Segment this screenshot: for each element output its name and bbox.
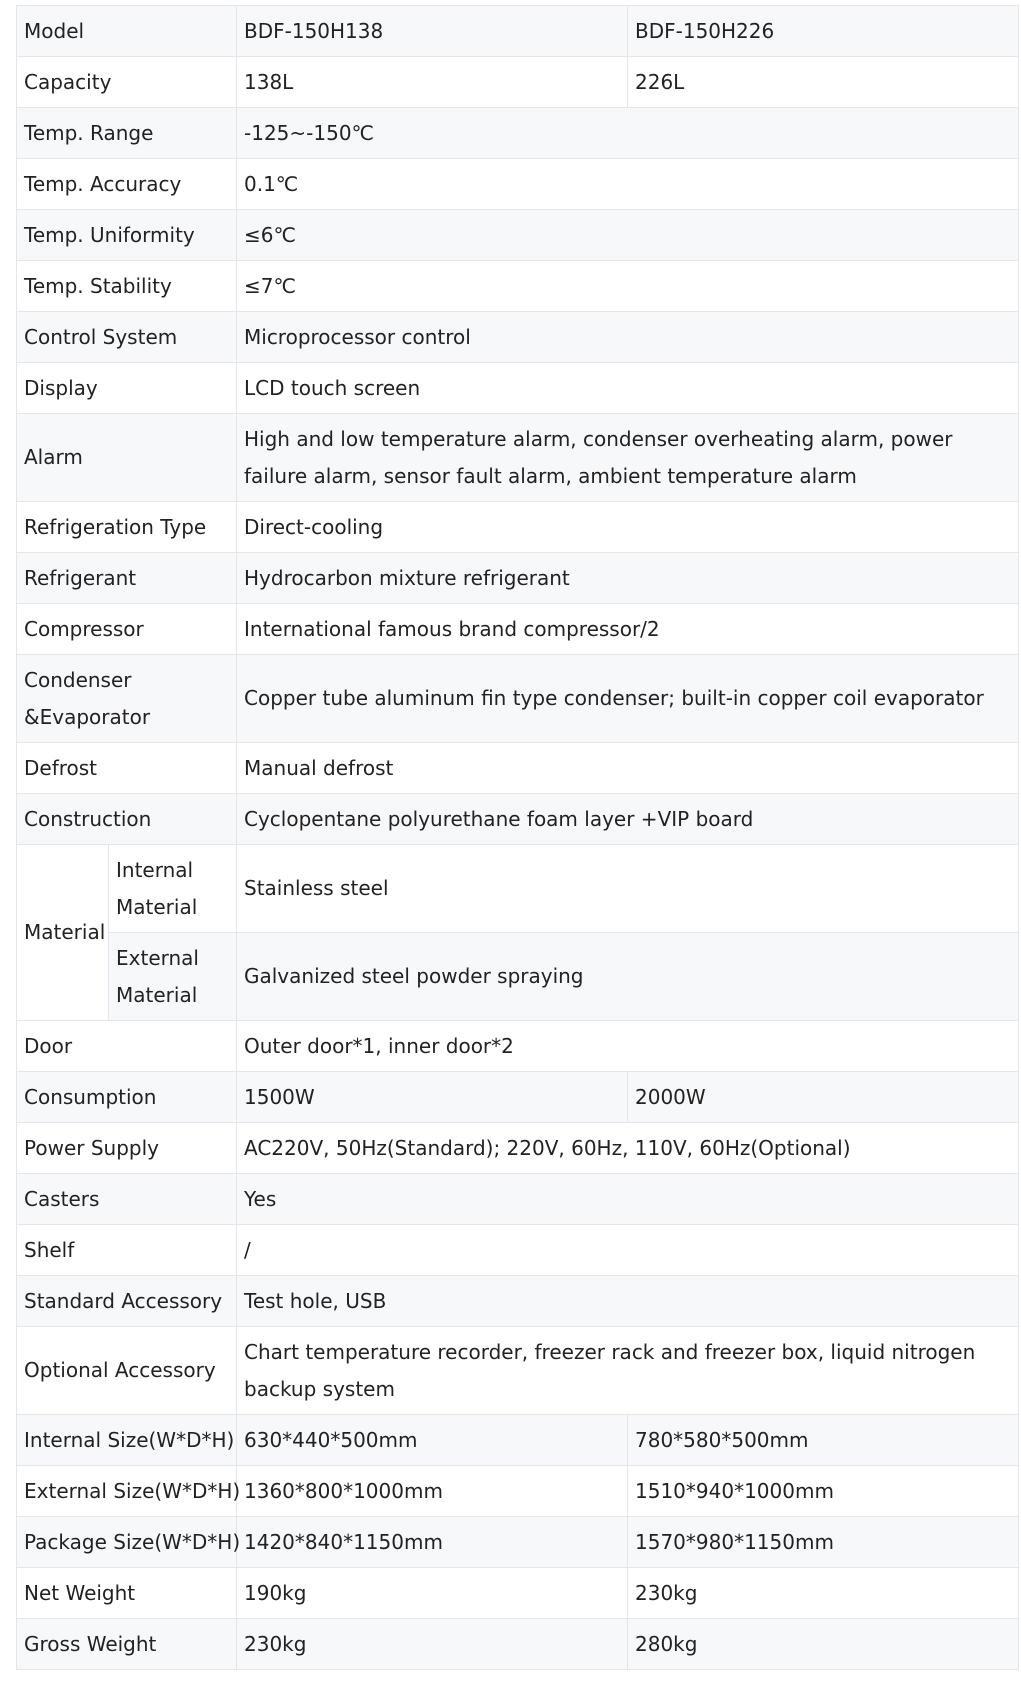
- table-row-standard-accessory: [17, 1276, 1019, 1327]
- table-row-door: [17, 1021, 1019, 1072]
- table-row-temp-uniformity: [17, 210, 1019, 261]
- net-weight-value-2: 230kg: [628, 1568, 1019, 1619]
- model-value-2: BDF-150H226: [628, 6, 1019, 57]
- table-row-display: [17, 363, 1019, 414]
- table-row-package-size: [17, 1517, 1019, 1568]
- table-row-internal-size: [17, 1415, 1019, 1466]
- table-row-refrigerant: [17, 553, 1019, 604]
- row-value: Direct-cooling: [237, 502, 1019, 553]
- row-value: Chart temperature recorder, freezer rack and freezer box, liquid nitrogen backup system: [237, 1327, 1019, 1415]
- row-label: Power Supply: [17, 1123, 237, 1174]
- row-label: Gross Weight: [17, 1619, 237, 1670]
- table-row-power-supply: [17, 1123, 1019, 1174]
- row-value: Yes: [237, 1174, 1019, 1225]
- internal-size-value-2: 780*580*500mm: [628, 1415, 1019, 1466]
- capacity-value-1: 138L: [237, 57, 628, 108]
- row-value: Microprocessor control: [237, 312, 1019, 363]
- table-row-refrigeration-type: [17, 502, 1019, 553]
- row-label: Temp. Stability: [17, 261, 237, 312]
- row-label: External Size(W*D*H): [17, 1466, 237, 1517]
- internal-size-value-1: 630*440*500mm: [237, 1415, 628, 1466]
- table-row-capacity: [17, 57, 1019, 108]
- table-row-material-external: [17, 933, 1019, 1021]
- row-label: Temp. Range: [17, 108, 237, 159]
- table-row-model: [17, 6, 1019, 57]
- row-label: Net Weight: [17, 1568, 237, 1619]
- external-material-value: Galvanized steel powder spraying: [237, 933, 1019, 1021]
- row-value: /: [237, 1225, 1019, 1276]
- external-size-value-2: 1510*940*1000mm: [628, 1466, 1019, 1517]
- row-value: 0.1℃: [237, 159, 1019, 210]
- spec-table-container: [16, 5, 1018, 1670]
- specification-table: [16, 5, 1019, 1670]
- row-label: Temp. Accuracy: [17, 159, 237, 210]
- row-label: Construction: [17, 794, 237, 845]
- row-label: Casters: [17, 1174, 237, 1225]
- material-label: Material: [17, 845, 109, 1021]
- table-row-gross-weight: [17, 1619, 1019, 1670]
- consumption-value-2: 2000W: [628, 1072, 1019, 1123]
- row-label: Temp. Uniformity: [17, 210, 237, 261]
- row-value: AC220V, 50Hz(Standard); 220V, 60Hz, 110V, 60Hz(Optional): [237, 1123, 1019, 1174]
- row-label: Door: [17, 1021, 237, 1072]
- table-row-condenser-evaporator: [17, 655, 1019, 743]
- row-label: Model: [17, 6, 237, 57]
- external-size-value-1: 1360*800*1000mm: [237, 1466, 628, 1517]
- table-row-compressor: [17, 604, 1019, 655]
- row-label: Capacity: [17, 57, 237, 108]
- row-value: Outer door*1, inner door*2: [237, 1021, 1019, 1072]
- capacity-value-2: 226L: [628, 57, 1019, 108]
- row-value: -125~-150℃: [237, 108, 1019, 159]
- internal-material-value: Stainless steel: [237, 845, 1019, 933]
- row-label: Control System: [17, 312, 237, 363]
- row-value: High and low temperature alarm, condenser overheating alarm, power failure alarm, sensor fault alarm, ambient temperature alarm: [237, 414, 1019, 502]
- table-row-control-system: [17, 312, 1019, 363]
- row-label: Standard Accessory: [17, 1276, 237, 1327]
- row-value: ≤6℃: [237, 210, 1019, 261]
- row-value: Hydrocarbon mixture refrigerant: [237, 553, 1019, 604]
- row-label: Condenser &Evaporator: [17, 655, 237, 743]
- table-row-optional-accessory: [17, 1327, 1019, 1415]
- row-label: Alarm: [17, 414, 237, 502]
- row-label: Internal Size(W*D*H): [17, 1415, 237, 1466]
- row-label: Refrigeration Type: [17, 502, 237, 553]
- row-value: International famous brand compressor/2: [237, 604, 1019, 655]
- row-value: Cyclopentane polyurethane foam layer +VIP board: [237, 794, 1019, 845]
- row-label: Display: [17, 363, 237, 414]
- gross-weight-value-2: 280kg: [628, 1619, 1019, 1670]
- row-label: Consumption: [17, 1072, 237, 1123]
- table-row-temp-stability: [17, 261, 1019, 312]
- row-value: Manual defrost: [237, 743, 1019, 794]
- table-row-temp-range: [17, 108, 1019, 159]
- row-label: Compressor: [17, 604, 237, 655]
- model-value-1: BDF-150H138: [237, 6, 628, 57]
- table-row-material-internal: [17, 845, 1019, 933]
- net-weight-value-1: 190kg: [237, 1568, 628, 1619]
- row-value: ≤7℃: [237, 261, 1019, 312]
- table-row-temp-accuracy: [17, 159, 1019, 210]
- table-row-net-weight: [17, 1568, 1019, 1619]
- table-row-casters: [17, 1174, 1019, 1225]
- row-label: Optional Accessory: [17, 1327, 237, 1415]
- internal-material-label: Internal Material: [109, 845, 237, 933]
- table-row-construction: [17, 794, 1019, 845]
- table-row-external-size: [17, 1466, 1019, 1517]
- external-material-label: External Material: [109, 933, 237, 1021]
- table-row-consumption: [17, 1072, 1019, 1123]
- consumption-value-1: 1500W: [237, 1072, 628, 1123]
- row-label: Defrost: [17, 743, 237, 794]
- table-row-shelf: [17, 1225, 1019, 1276]
- row-label: Package Size(W*D*H): [17, 1517, 237, 1568]
- gross-weight-value-1: 230kg: [237, 1619, 628, 1670]
- row-value: Test hole, USB: [237, 1276, 1019, 1327]
- row-value: Copper tube aluminum fin type condenser; built-in copper coil evaporator: [237, 655, 1019, 743]
- row-value: LCD touch screen: [237, 363, 1019, 414]
- package-size-value-2: 1570*980*1150mm: [628, 1517, 1019, 1568]
- table-row-defrost: [17, 743, 1019, 794]
- row-label: Refrigerant: [17, 553, 237, 604]
- package-size-value-1: 1420*840*1150mm: [237, 1517, 628, 1568]
- table-row-alarm: [17, 414, 1019, 502]
- row-label: Shelf: [17, 1225, 237, 1276]
